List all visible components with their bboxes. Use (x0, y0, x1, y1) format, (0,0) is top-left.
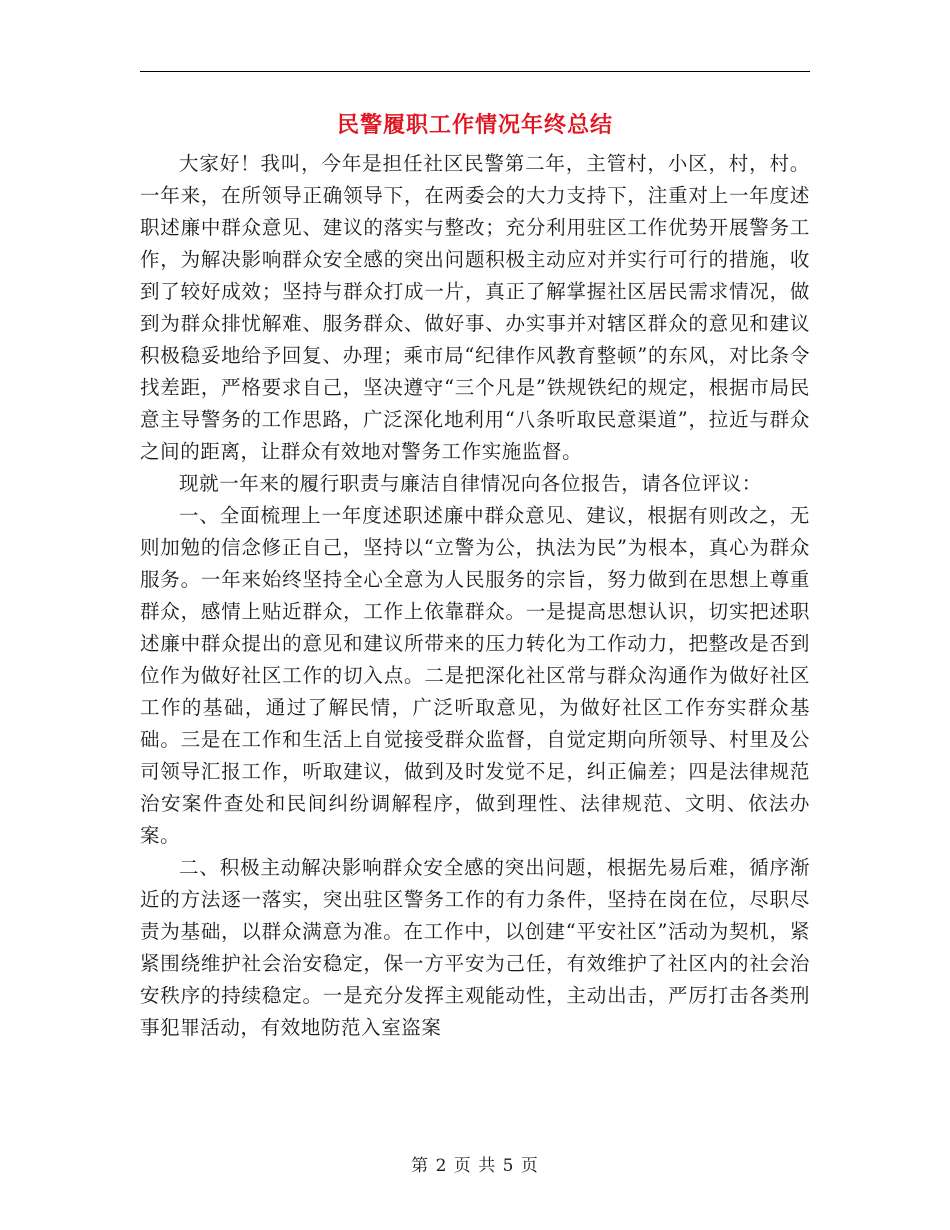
paragraph-section-two: 二、积极主动解决影响群众安全感的突出问题，根据先易后难，循序渐近的方法逐一落实，突出驻区警务工作的有力条件，坚持在岗在位，尽职尽责为基础，以群众满意为准。在工作中，以创建“平安社区”活动为契机，紧紧围绕维护社会治安稳定，保一方平安为己任，有效维护了社区内的社会治安秩序的持续稳定。一是充分发挥主观能动性，主动出击，严厉打击各类刑事犯罪活动，有效地防范入室盗案 (140, 856, 810, 1039)
document-body (140, 148, 810, 1044)
page-footer: 第 2 页 共 5 页 (411, 1156, 539, 1176)
header-rule (140, 71, 810, 72)
paragraph-intro: 大家好！我叫，今年是担任社区民警第二年，主管村，小区，村，村。一年来，在所领导正确领导下，在两委会的大力支持下，注重对上一年度述职述廉中群众意见、建议的落实与整改；充分利用驻区工作优势开展警务工作，为解决影响群众安全感的突出问题积极主动应对并实行可行的措施，收到了较好成效；坚持与群众打成一片，真正了解掌握社区居民需求情况，做到为群众排忧解难、服务群众、做好事、办实事并对辖区群众的意见和建议积极稳妥地给予回复、办理；乘市局“纪律作风教育整顿”的东风，对比条令找差距，严格要求自己，坚决遵守“三个凡是”铁规铁纪的规定，根据市局民意主导警务的工作思路，广泛深化地利用“八条听取民意渠道”，拉近与群众之间的距离，让群众有效地对警务工作实施监督。 (140, 152, 810, 463)
paragraph-section-one: 一、全面梳理上一年度述职述廉中群众意见、建议，根据有则改之，无则加勉的信念修正自己，坚持以“立警为公，执法为民”为根本，真心为群众服务。一年来始终坚持全心全意为人民服务的宗旨，努力做到在思想上尊重群众，感情上贴近群众，工作上依靠群众。一是提高思想认识，切实把述职述廉中群众提出的意见和建议所带来的压力转化为工作动力，把整改是否到位作为做好社区工作的切入点。二是把深化社区常与群众沟通作为做好社区工作的基础，通过了解民情，广泛听取意见，为做好社区工作夯实群众基础。三是在工作和生活上自觉接受群众监督，自觉定期向所领导、村里及公司领导汇报工作，听取建议，做到及时发觉不足，纠正偏差；四是法律规范治安案件查处和民间纠纷调解程序，做到理性、法律规范、文明、依法办案。 (140, 504, 810, 847)
document-title: 民警履职工作情况年终总结 (336, 112, 613, 138)
paragraph-report: 现就一年来的履行职责与廉洁自律情况向各位报告，请各位评议： (179, 472, 762, 495)
